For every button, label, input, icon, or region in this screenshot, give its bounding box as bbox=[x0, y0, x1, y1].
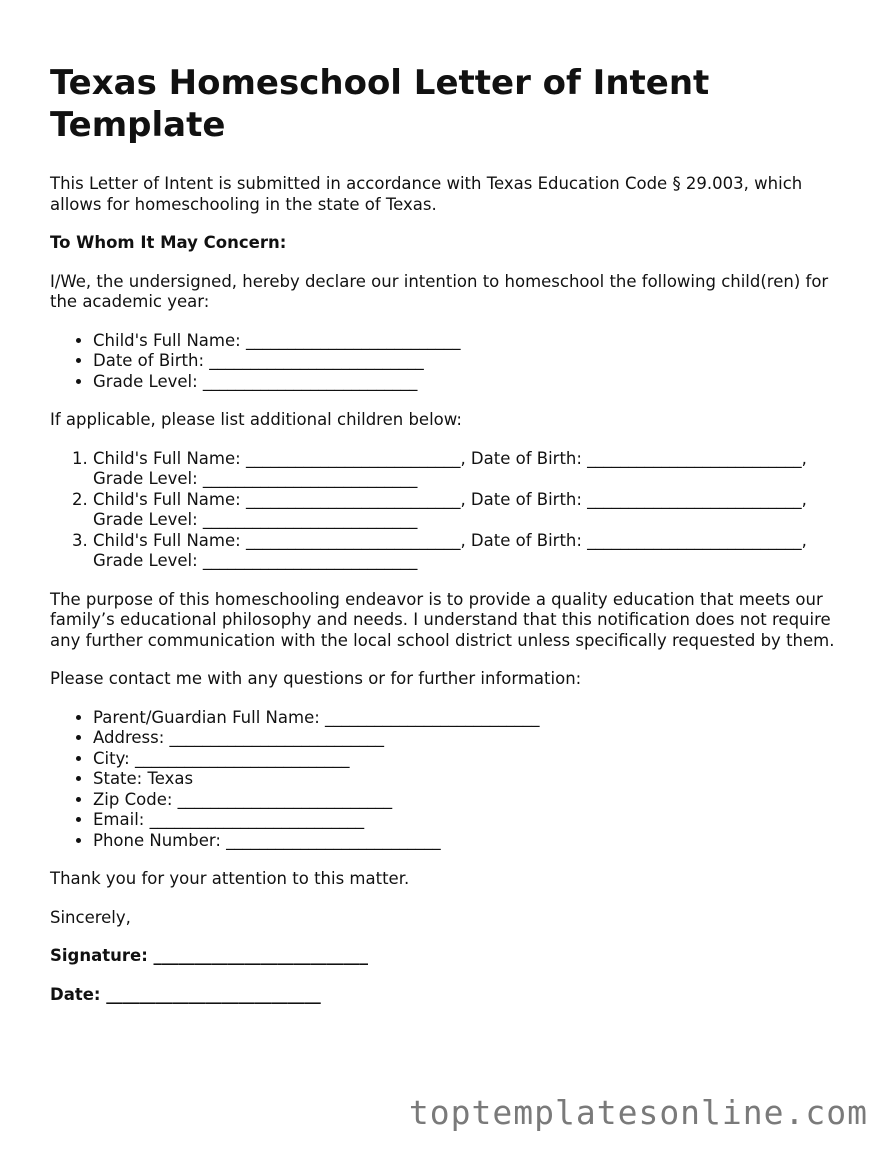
list-item-grade-level: • Grade Level: __________________________ bbox=[93, 372, 850, 393]
list-item-zip-code: • Zip Code: __________________________ bbox=[93, 790, 850, 811]
declaration-paragraph: I/We, the undersigned, hereby declare our intention to homeschool the following child(ren) for the academic year: bbox=[50, 271, 829, 311]
list-item-date-of-birth: • Date of Birth: __________________________ bbox=[93, 351, 850, 372]
purpose-paragraph: The purpose of this homeschooling endeavor is to provide a quality education that meets our family’s educational philosophy and needs. I understand that this notification does not require any further communication with the local school district unless specifically requested by them. bbox=[50, 589, 835, 650]
additional-children-prompt: If applicable, please list additional children below: bbox=[50, 410, 462, 429]
list-item-parent-name: • Parent/Guardian Full Name: __________________________ bbox=[93, 708, 850, 729]
list-item-additional-child-1: 1. Child's Full Name: __________________________, Date of Birth: __________________________, Grade Level: __________________________ bbox=[93, 449, 850, 490]
document-page bbox=[50, 62, 850, 1023]
additional-children-list bbox=[50, 449, 850, 572]
intro-paragraph: This Letter of Intent is submitted in accordance with Texas Education Code § 29.003, which allows for homeschooling in the state of Texas. bbox=[50, 174, 803, 214]
list-item-address: • Address: __________________________ bbox=[93, 728, 850, 749]
salutation: To Whom It May Concern: bbox=[50, 233, 287, 252]
thanks-paragraph: Thank you for your attention to this matter. bbox=[50, 869, 410, 888]
signature-line: Signature: __________________________ bbox=[50, 946, 369, 965]
contact-fields-list bbox=[50, 708, 850, 852]
contact-prompt: Please contact me with any questions or for further information: bbox=[50, 669, 582, 688]
page-title: Texas Homeschool Letter of Intent Template bbox=[50, 63, 710, 145]
list-item-phone-number: • Phone Number: __________________________ bbox=[93, 831, 850, 852]
watermark: toptemplatesonline.com bbox=[408, 1093, 868, 1132]
list-item-child-name: • Child's Full Name: __________________________ bbox=[93, 331, 850, 352]
list-item-city: • City: __________________________ bbox=[93, 749, 850, 770]
closing: Sincerely, bbox=[50, 907, 131, 927]
list-item-email: • Email: __________________________ bbox=[93, 810, 850, 831]
list-item-additional-child-3: 3. Child's Full Name: __________________________, Date of Birth: __________________________, Grade Level: __________________________ bbox=[93, 531, 850, 572]
date-line: Date: __________________________ bbox=[50, 984, 321, 1004]
list-item-state: • State: Texas bbox=[93, 769, 850, 790]
child-fields-list bbox=[50, 331, 850, 393]
list-item-additional-child-2: 2. Child's Full Name: __________________________, Date of Birth: __________________________, Grade Level: __________________________ bbox=[93, 490, 850, 531]
